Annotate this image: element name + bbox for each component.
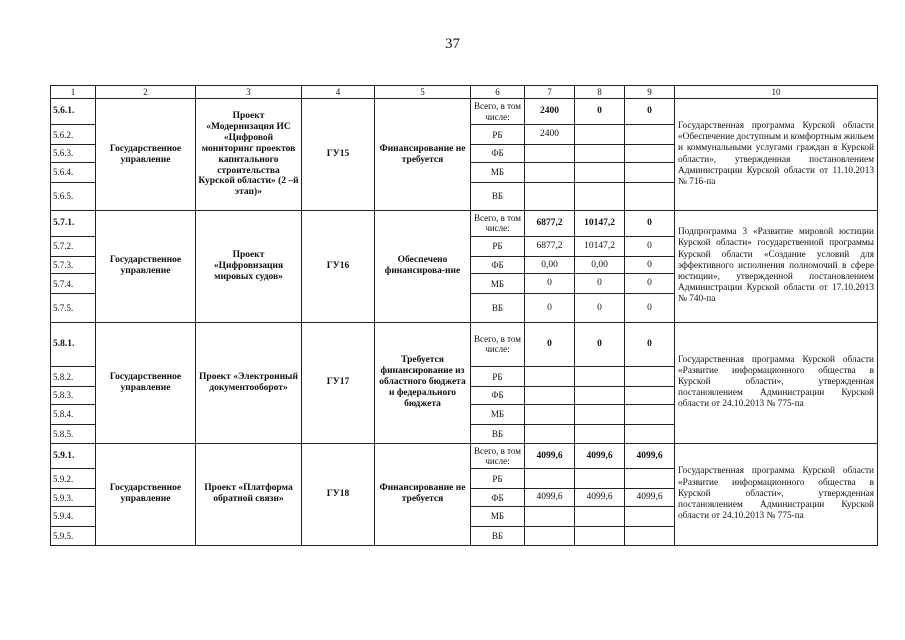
header-cell: 9 — [625, 86, 675, 99]
value-col9-cell — [625, 507, 675, 527]
value-col8-cell — [575, 387, 625, 405]
value-col9-cell: 4099,6 — [625, 443, 675, 469]
header-cell: 6 — [471, 86, 525, 99]
value-col9-cell — [625, 125, 675, 145]
value-col7-cell: 0 — [525, 322, 575, 367]
page-number: 37 — [445, 36, 460, 52]
value-col8-cell — [575, 469, 625, 489]
value-col7-cell — [525, 527, 575, 546]
row-number: 5.6.1. — [51, 99, 96, 125]
funding-source-cell: ВБ — [471, 527, 525, 546]
value-col7-cell: 0 — [525, 274, 575, 294]
header-row — [51, 86, 878, 99]
value-col7-cell: 0,00 — [525, 256, 575, 274]
value-col7-cell — [525, 424, 575, 443]
funding-source-cell: МБ — [471, 404, 525, 424]
funding-source-cell: ФБ — [471, 387, 525, 405]
funding-source-cell: ВБ — [471, 182, 525, 210]
header-cell: 8 — [575, 86, 625, 99]
value-col8-cell — [575, 125, 625, 145]
value-col9-cell — [625, 527, 675, 546]
row-number: 5.9.2. — [51, 469, 96, 489]
value-col9-cell: 0 — [625, 322, 675, 367]
row-number: 5.8.2. — [51, 367, 96, 387]
project-name-cell: Проект «Цифровизация мировых судов» — [196, 210, 302, 322]
row-number: 5.8.3. — [51, 387, 96, 405]
value-col8-cell — [575, 527, 625, 546]
funding-source-cell: РБ — [471, 125, 525, 145]
project-name-cell: Проект «Модернизация ИС «Цифровой мониторинг проектов капитального строительства Курской области» (2 –й этап)» — [196, 99, 302, 211]
funding-source-cell: РБ — [471, 367, 525, 387]
row-number: 5.9.4. — [51, 507, 96, 527]
category-cell: Государственное управление — [96, 322, 196, 443]
program-description-cell: Подпрограмма 3 «Развитие мировой юстиции Курской области» государственной программы Курской области «Создание условий для эффективного исполнения полномочий в сфере юстиции», утвержденной постановлением Администрации Курской области от 17.10.2013 № 740-па — [675, 210, 878, 322]
row-number: 5.8.4. — [51, 404, 96, 424]
value-col8-cell — [575, 182, 625, 210]
header-cell: 5 — [375, 86, 471, 99]
financing-status-cell: Финансирование не требуется — [375, 443, 471, 545]
category-cell: Государственное управление — [96, 99, 196, 211]
value-col7-cell: 2400 — [525, 125, 575, 145]
row-number: 5.9.5. — [51, 527, 96, 546]
value-col9-cell: 0 — [625, 99, 675, 125]
table-row — [51, 99, 878, 125]
project-code-cell: ГУ18 — [302, 443, 375, 545]
funding-source-cell: ФБ — [471, 145, 525, 163]
row-number: 5.8.5. — [51, 424, 96, 443]
value-col9-cell: 0 — [625, 274, 675, 294]
value-col8-cell — [575, 162, 625, 182]
value-col9-cell: 0 — [625, 256, 675, 274]
funding-source-cell: ФБ — [471, 256, 525, 274]
value-col8-cell — [575, 507, 625, 527]
value-col7-cell: 6877,2 — [525, 236, 575, 256]
category-cell: Государственное управление — [96, 210, 196, 322]
value-col7-cell: 2400 — [525, 99, 575, 125]
value-col7-cell — [525, 507, 575, 527]
row-number: 5.6.3. — [51, 145, 96, 163]
project-code-cell: ГУ17 — [302, 322, 375, 443]
header-cell: 1 — [51, 86, 96, 99]
value-col9-cell — [625, 404, 675, 424]
financing-status-cell: Финансирование не требуется — [375, 99, 471, 211]
value-col8-cell: 4099,6 — [575, 489, 625, 507]
financing-status-cell: Обеспечено финансирова-ние — [375, 210, 471, 322]
header-cell: 3 — [196, 86, 302, 99]
row-number: 5.9.1. — [51, 443, 96, 469]
funding-source-cell: МБ — [471, 162, 525, 182]
header-cell: 7 — [525, 86, 575, 99]
funding-source-cell: ФБ — [471, 489, 525, 507]
value-col8-cell: 0 — [575, 99, 625, 125]
funding-source-cell: Всего, в том числе: — [471, 443, 525, 469]
value-col9-cell: 0 — [625, 210, 675, 236]
value-col9-cell — [625, 367, 675, 387]
value-col7-cell: 0 — [525, 294, 575, 322]
value-col7-cell — [525, 367, 575, 387]
table-row — [51, 322, 878, 367]
row-number: 5.7.1. — [51, 210, 96, 236]
funding-source-cell: ВБ — [471, 294, 525, 322]
value-col8-cell: 0 — [575, 274, 625, 294]
value-col7-cell: 4099,6 — [525, 489, 575, 507]
funding-source-cell: РБ — [471, 236, 525, 256]
value-col8-cell — [575, 145, 625, 163]
program-description-cell: Государственная программа Курской области «Развитие информационного общества в Курской области», утвержденная постановлением Администрации Курской области от 24.10.2013 № 775-па — [675, 322, 878, 443]
project-code-cell: ГУ16 — [302, 210, 375, 322]
funding-source-cell: ВБ — [471, 424, 525, 443]
value-col9-cell: 0 — [625, 236, 675, 256]
financing-status-cell: Требуется финансирование из областного бюджета и федерального бюджета — [375, 322, 471, 443]
value-col8-cell: 0 — [575, 322, 625, 367]
project-code-cell: ГУ15 — [302, 99, 375, 211]
funding-source-cell: МБ — [471, 274, 525, 294]
row-number: 5.8.1. — [51, 322, 96, 367]
value-col7-cell — [525, 469, 575, 489]
funding-source-cell: Всего, в том числе: — [471, 210, 525, 236]
value-col9-cell — [625, 424, 675, 443]
value-col7-cell: 4099,6 — [525, 443, 575, 469]
value-col7-cell — [525, 404, 575, 424]
program-description-cell: Государственная программа Курской области «Развитие информационного общества в Курской области», утвержденная постановлением Администрации Курской области от 24.10.2013 № 775-па — [675, 443, 878, 545]
program-description-cell: Государственная программа Курской области «Обеспечение доступным и комфортным жильем и коммунальными услугами граждан в Курской области», утвержденная постановлением Администрации Курской области от 11.10.2013 № 716-па — [675, 99, 878, 211]
value-col9-cell: 4099,6 — [625, 489, 675, 507]
row-number: 5.7.5. — [51, 294, 96, 322]
value-col9-cell — [625, 162, 675, 182]
value-col9-cell — [625, 387, 675, 405]
project-name-cell: Проект «Электронный документооборот» — [196, 322, 302, 443]
value-col7-cell — [525, 387, 575, 405]
row-number: 5.6.5. — [51, 182, 96, 210]
table-row — [51, 210, 878, 236]
row-number: 5.7.4. — [51, 274, 96, 294]
value-col8-cell: 0 — [575, 294, 625, 322]
funding-source-cell: Всего, в том числе: — [471, 322, 525, 367]
funding-source-cell: РБ — [471, 469, 525, 489]
value-col9-cell: 0 — [625, 294, 675, 322]
table-row — [51, 443, 878, 469]
value-col8-cell: 10147,2 — [575, 236, 625, 256]
category-cell: Государственное управление — [96, 443, 196, 545]
value-col8-cell: 4099,6 — [575, 443, 625, 469]
value-col7-cell: 6877,2 — [525, 210, 575, 236]
value-col8-cell: 10147,2 — [575, 210, 625, 236]
header-cell: 4 — [302, 86, 375, 99]
value-col8-cell — [575, 424, 625, 443]
header-cell: 2 — [96, 86, 196, 99]
value-col7-cell — [525, 162, 575, 182]
value-col9-cell — [625, 469, 675, 489]
row-number: 5.6.2. — [51, 125, 96, 145]
funding-source-cell: МБ — [471, 507, 525, 527]
value-col8-cell — [575, 367, 625, 387]
value-col9-cell — [625, 145, 675, 163]
row-number: 5.6.4. — [51, 162, 96, 182]
value-col9-cell — [625, 182, 675, 210]
value-col7-cell — [525, 145, 575, 163]
value-col8-cell — [575, 404, 625, 424]
row-number: 5.7.2. — [51, 236, 96, 256]
header-cell: 10 — [675, 86, 878, 99]
project-name-cell: Проект «Платформа обратной связи» — [196, 443, 302, 545]
value-col8-cell: 0,00 — [575, 256, 625, 274]
program-table — [50, 85, 878, 546]
row-number: 5.9.3. — [51, 489, 96, 507]
row-number: 5.7.3. — [51, 256, 96, 274]
funding-source-cell: Всего, в том числе: — [471, 99, 525, 125]
value-col7-cell — [525, 182, 575, 210]
